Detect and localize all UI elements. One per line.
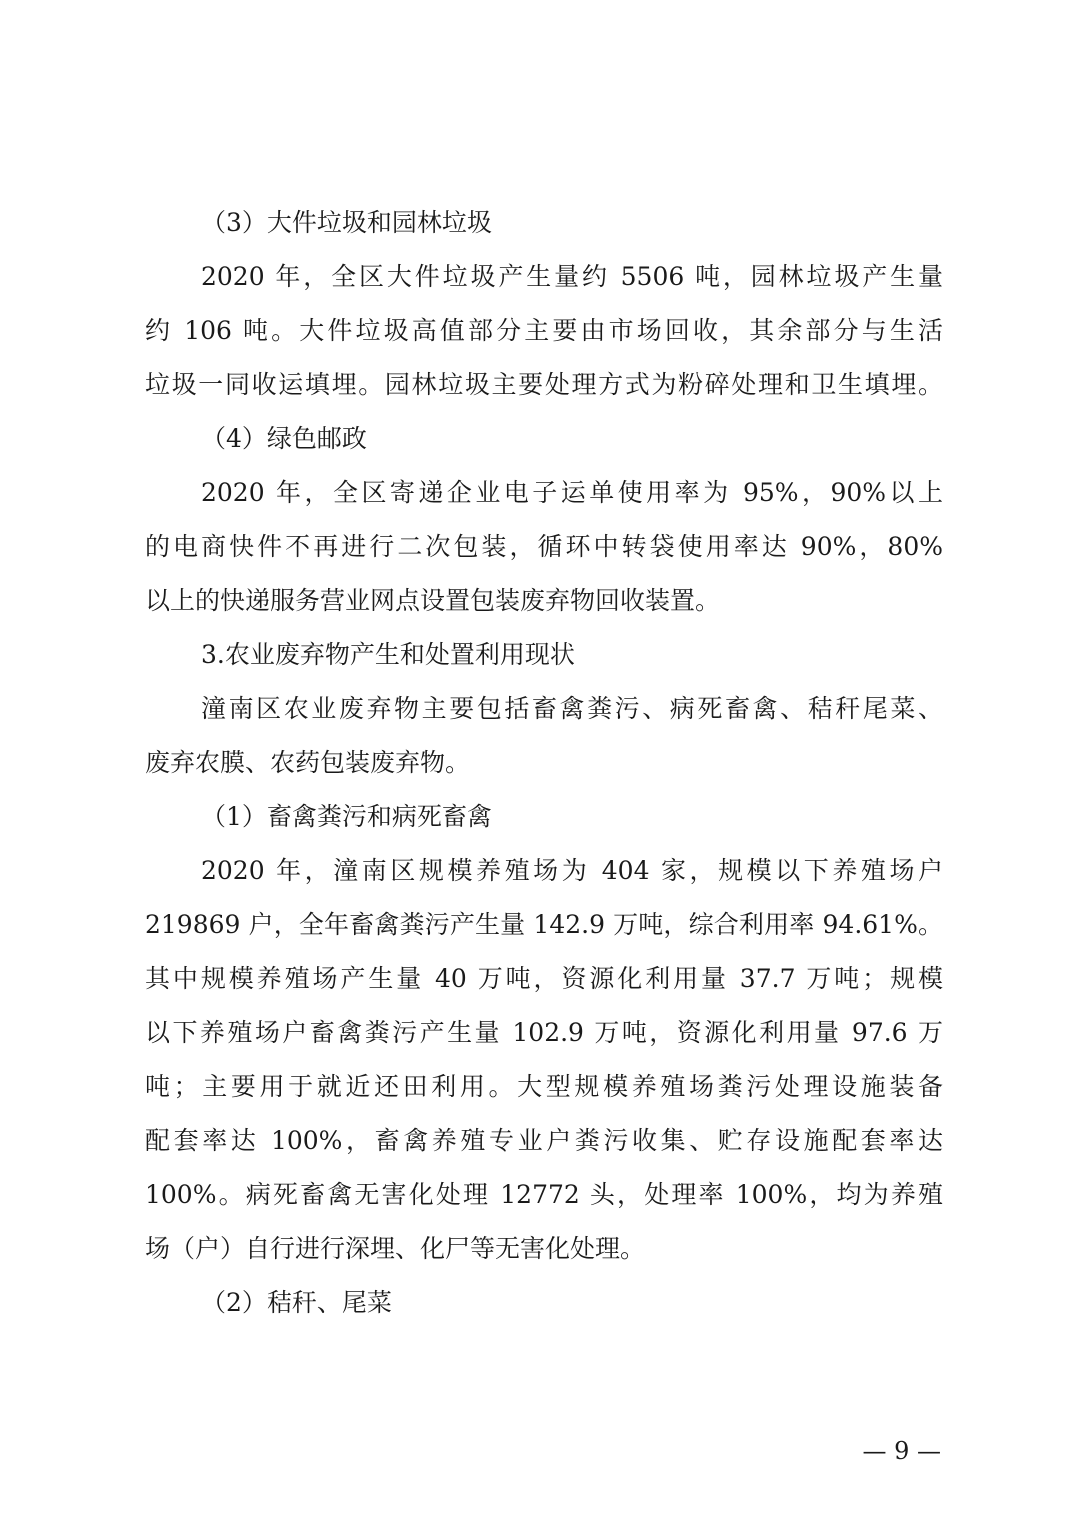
text-line: （2）秸秆、尾菜	[201, 1288, 392, 1317]
text-line: 3.农业废弃物产生和处置利用现状	[201, 640, 575, 669]
text-line: （1）畜禽粪污和病死畜禽	[201, 802, 492, 831]
text-line: 配套率达 100%，畜禽养殖专业户粪污收集、贮存设施配套率达	[145, 1126, 943, 1155]
body-text	[145, 196, 943, 1330]
text-line: 2020 年，全区寄递企业电子运单使用率为 95%，90%以上	[201, 478, 943, 507]
text-line: 其中规模养殖场产生量 40 万吨，资源化利用量 37.7 万吨；规模	[145, 964, 943, 993]
text-line: （4）绿色邮政	[201, 424, 367, 453]
text-line: 潼南区农业废弃物主要包括畜禽粪污、病死畜禽、秸秆尾菜、	[201, 694, 943, 723]
page-number: — 9 —	[862, 1437, 941, 1465]
text-line: （3）大件垃圾和园林垃圾	[201, 208, 492, 237]
text-line: 219869 户，全年畜禽粪污产生量 142.9 万吨，综合利用率 94.61%。	[145, 910, 943, 939]
text-line: 以上的快递服务营业网点设置包装废弃物回收装置。	[145, 586, 721, 615]
text-line: 100%。病死畜禽无害化处理 12772 头，处理率 100%，均为养殖	[145, 1180, 943, 1209]
text-line: 场（户）自行进行深埋、化尸等无害化处理。	[145, 1234, 646, 1263]
text-line: 废弃农膜、农药包装废弃物。	[145, 748, 471, 777]
text-line: 吨；主要用于就近还田利用。大型规模养殖场粪污处理设施装备	[145, 1072, 943, 1101]
text-line: 约 106 吨。大件垃圾高值部分主要由市场回收，其余部分与生活	[145, 316, 943, 345]
text-line: 垃圾一同收运填埋。园林垃圾主要处理方式为粉碎处理和卫生填埋。	[145, 370, 943, 399]
text-line: 的电商快件不再进行二次包装，循环中转袋使用率达 90%，80%	[145, 532, 943, 561]
text-line: 2020 年，潼南区规模养殖场为 404 家，规模以下养殖场户	[201, 856, 943, 885]
text-line: 以下养殖场户畜禽粪污产生量 102.9 万吨，资源化利用量 97.6 万	[145, 1018, 943, 1047]
text-line: 2020 年，全区大件垃圾产生量约 5506 吨，园林垃圾产生量	[201, 262, 943, 291]
